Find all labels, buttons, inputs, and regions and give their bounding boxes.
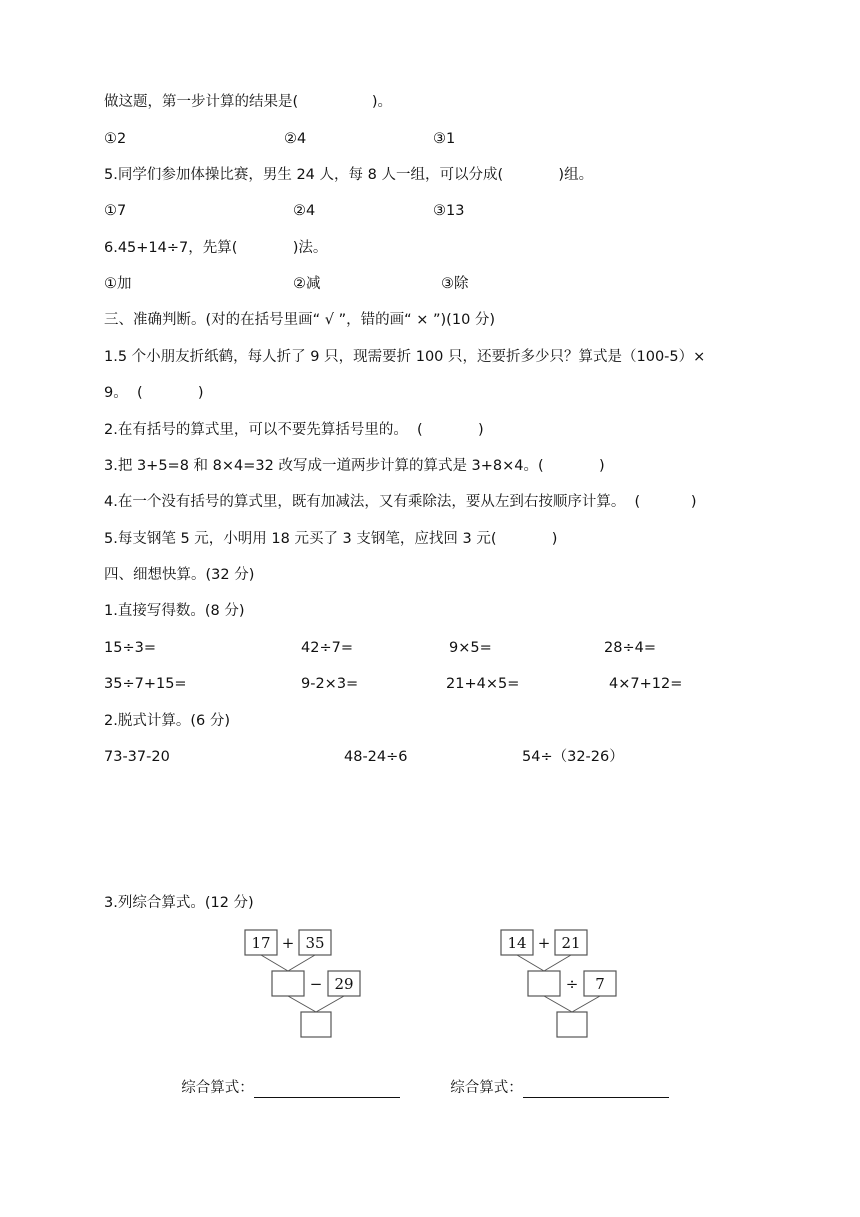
d1-value-c: 29: [334, 975, 354, 993]
section-4-heading: 四、细想快算。(32 分): [104, 567, 255, 583]
combined-formula-blank-2[interactable]: [523, 1081, 669, 1098]
combined-formula-label-2: 综合算式：: [450, 1080, 523, 1096]
d2-op1: +: [537, 934, 551, 952]
flow-diagram-2: [496, 926, 626, 1045]
question-5-line: 5.同学们参加体操比赛，男生 24 人，每 8 人一组，可以分成( )组。: [104, 167, 594, 183]
mental-math-r1-c2: 42÷7=: [301, 640, 353, 656]
mental-math-r1-c1: 15÷3=: [104, 640, 156, 656]
combined-formula-blank-1[interactable]: [254, 1081, 400, 1098]
mental-math-r2-c4: 4×7+12=: [609, 676, 683, 692]
s3-question-1-line-1: 1.5 个小朋友折纸鹤，每人折了 9 只，现需要折 100 只，还要折多少只？算式是（100-5）×: [104, 349, 706, 365]
s3-question-1-line-2: 9。 ( ): [104, 385, 204, 401]
d2-value-c: 7: [595, 975, 605, 993]
q6-option-1: ①加: [104, 276, 132, 292]
expression-2: 48-24÷6: [344, 749, 408, 765]
part-2-title: 2.脱式计算。(6 分): [104, 713, 230, 729]
mental-math-r1-c3: 9×5=: [449, 640, 492, 656]
combined-formula-2: [441, 1058, 669, 1098]
d1-op1: +: [281, 934, 295, 952]
q4-option-2: ②4: [284, 131, 307, 147]
s3-question-3: 3.把 3+5=8 和 8×4=32 改写成一道两步计算的算式是 3+8×4。( ): [104, 458, 605, 474]
d2-value-a: 14: [507, 934, 527, 952]
d1-result-box-1: [272, 971, 304, 996]
d2-value-b: 21: [561, 934, 581, 952]
d1-op2: −: [309, 975, 323, 993]
q4-option-1: ①2: [104, 131, 127, 147]
expression-3: 54÷（32-26）: [522, 749, 624, 765]
flow-diagram-1: [240, 926, 370, 1045]
d1-value-a: 17: [251, 934, 271, 952]
question-6-line: 6.45+14÷7，先算( )法。: [104, 240, 328, 256]
combined-formula-label-1: 综合算式：: [181, 1080, 254, 1096]
q5-option-1: ①7: [104, 203, 127, 219]
q6-option-3: ③除: [441, 276, 469, 292]
d1-value-b: 35: [305, 934, 325, 952]
mental-math-r2-c2: 9-2×3=: [301, 676, 359, 692]
d2-op2: ÷: [565, 975, 579, 993]
q5-option-2: ②4: [293, 203, 316, 219]
s3-question-4: 4.在一个没有括号的算式里，既有加减法，又有乘除法，要从左到右按顺序计算。 ( ): [104, 494, 697, 510]
d2-result-box-1: [528, 971, 560, 996]
expression-1: 73-37-20: [104, 749, 170, 765]
q5-option-3: ③13: [433, 203, 465, 219]
section-3-heading: 三、准确判断。(对的在括号里画“ √ ”，错的画“ × ”)(10 分): [104, 312, 496, 328]
question-4-line: 做这题，第一步计算的结果是( )。: [104, 94, 393, 110]
q6-option-2: ②减: [293, 276, 321, 292]
mental-math-r1-c4: 28÷4=: [604, 640, 656, 656]
combined-formula-1: [172, 1058, 400, 1098]
s3-question-2: 2.在有括号的算式里，可以不要先算括号里的。 ( ): [104, 422, 484, 438]
d1-result-box-2: [301, 1012, 331, 1037]
part-3-title: 3.列综合算式。(12 分): [104, 895, 254, 911]
mental-math-r2-c3: 21+4×5=: [446, 676, 520, 692]
d2-result-box-2: [557, 1012, 587, 1037]
mental-math-r2-c1: 35÷7+15=: [104, 676, 187, 692]
part-1-title: 1.直接写得数。(8 分): [104, 603, 245, 619]
q4-option-3: ③1: [433, 131, 456, 147]
s3-question-5: 5.每支钢笔 5 元，小明用 18 元买了 3 支钢笔，应找回 3 元( ): [104, 531, 558, 547]
